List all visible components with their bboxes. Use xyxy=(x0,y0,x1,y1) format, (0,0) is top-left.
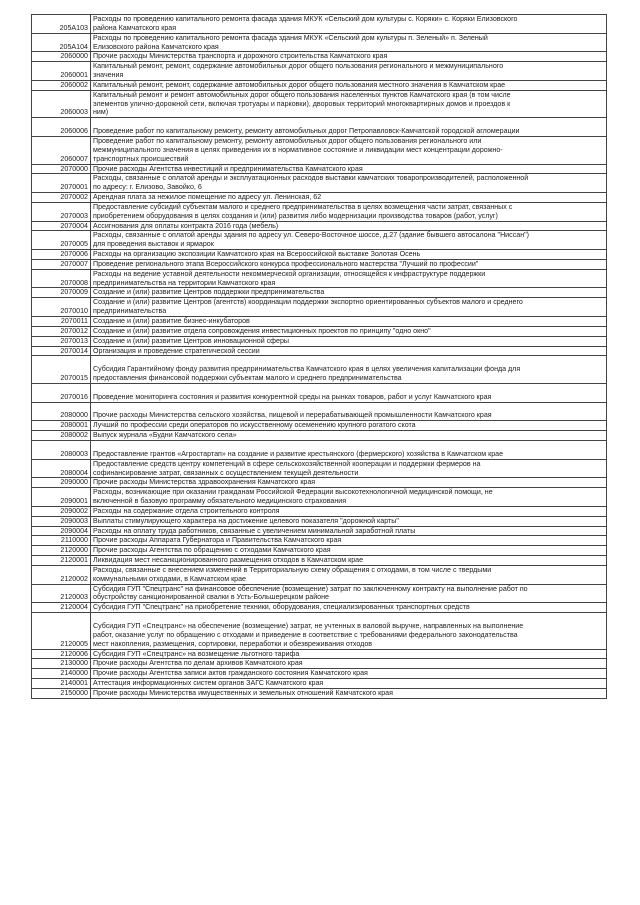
table-row xyxy=(32,346,606,356)
expense-description-cell xyxy=(91,222,606,231)
budget-code-cell: 2120004 xyxy=(32,603,91,612)
table-row xyxy=(32,678,606,688)
description-line: Прочие расходы Агентства инвестиций и предпринимательства Камчатского края xyxy=(93,164,363,173)
expense-description-cell xyxy=(91,260,606,269)
budget-code-cell: 2060006 xyxy=(32,118,91,136)
description-line: Прочие расходы Агентства записи актов гражданского состояния Камчатского края xyxy=(93,669,368,678)
description-line: значения xyxy=(93,71,124,80)
expense-description-cell xyxy=(91,650,606,659)
budget-code-cell: 2070008 xyxy=(32,270,91,288)
budget-code-cell: 2070001 xyxy=(32,174,91,192)
budget-code-cell: 2140001 xyxy=(32,679,91,688)
description-line: Расходы на ведение уставной деятельности некоммерческой организации, относящейся к инфраструктуре поддержки xyxy=(93,269,486,278)
budget-code-cell: 2070006 xyxy=(32,250,91,259)
budget-code-cell: 2060003 xyxy=(32,91,91,118)
description-line: для проведения выставок и ярмарок xyxy=(93,240,214,249)
description-line: Создание и (или) развитие бизнес-инкубаторов xyxy=(93,317,250,325)
table-row xyxy=(32,420,606,430)
expense-description-cell xyxy=(91,288,606,297)
description-line: предпринимательства на территории Камчатского края xyxy=(93,278,276,287)
description-line: Субсидия ГУП "Спецтранс" на финансовое обеспечение (возмещение) затрат по заключенному контракту на выполнение работ по xyxy=(93,584,528,593)
budget-code-cell: 2060001 xyxy=(32,62,91,80)
description-line xyxy=(93,403,606,412)
description-line: мест накопления, размещения, сортировки, переработки и обезвреживания отходов xyxy=(93,639,373,648)
expense-description-cell xyxy=(91,174,606,192)
description-line: Расходы по проведению капитального ремонта фасада здания МКУК «Сельский дом культуры с. Коряки» с. Коряки Елизовского xyxy=(93,15,518,23)
description-line: Арендная плата за нежилое помещение по адресу ул. Ленинская, 62 xyxy=(93,193,322,202)
budget-code-cell: 2070003 xyxy=(32,203,91,221)
expense-description-cell xyxy=(91,527,606,536)
table-row xyxy=(32,602,606,612)
budget-code-cell: 2080004 xyxy=(32,460,91,478)
table-row xyxy=(32,336,606,346)
description-line: Предоставление средств центру компетенций в сфере сельскохозяйственной кооперации и поддержки фермеров на xyxy=(93,459,481,468)
expense-description-cell xyxy=(91,659,606,668)
expense-description-cell xyxy=(91,478,606,487)
table-row xyxy=(32,80,606,90)
budget-code-cell: 2120006 xyxy=(32,650,91,659)
budget-code-cell: 2130000 xyxy=(32,659,91,668)
description-line: Прочие расходы Аппарата Губернатора и Правительства Камчатского края xyxy=(93,536,342,545)
description-line: Ликвидация мест несанкционированного размещения отходов в Камчатском крае xyxy=(93,556,364,565)
description-line: Выпуск журнала «Будни Камчатского села» xyxy=(93,431,237,440)
description-line: Расходы, связанные с внесением изменений в Территориальную схему обращения с отходами, в том числе с твердыми xyxy=(93,565,492,574)
expense-description-cell xyxy=(91,137,606,164)
table-row xyxy=(32,487,606,506)
expense-description-cell xyxy=(91,347,606,356)
budget-code-cell: 2090002 xyxy=(32,507,91,516)
description-line: Субсидия Гарантийному фонду развития предпринимательства Камчатского края в целях увеличения капитализации фонда для xyxy=(93,365,521,374)
budget-code-cell: 2080000 xyxy=(32,403,91,421)
expense-description-cell xyxy=(91,384,606,402)
expense-description-cell xyxy=(91,81,606,90)
expense-description-cell xyxy=(91,536,606,545)
description-line: Расходы по проведению капитального ремонта фасада здания МКУК «Сельский дом культуры п. Зеленый» п. Зеленый xyxy=(93,33,488,42)
description-line: Расходы на содержание отдела строительного контроля xyxy=(93,506,280,515)
table-row xyxy=(32,383,606,402)
description-line: Проведение работ по капитальному ремонту, ремонту автомобильных дорог общего пользования регионального или xyxy=(93,136,482,145)
description-line: Прочие расходы Министерства здравоохранения Камчатского края xyxy=(93,478,316,487)
description-line: района Камчатского края xyxy=(93,23,177,32)
budget-code-cell: 2070009 xyxy=(32,288,91,297)
expense-description-cell xyxy=(91,403,606,421)
table-row xyxy=(32,555,606,565)
table-row xyxy=(32,90,606,118)
expense-description-cell xyxy=(91,431,606,440)
description-line: предпринимательства xyxy=(93,307,167,316)
table-row xyxy=(32,297,606,316)
description-line xyxy=(93,441,606,450)
expense-description-cell xyxy=(91,34,606,52)
expense-description-cell xyxy=(91,165,606,174)
table-row xyxy=(32,612,606,648)
description-line xyxy=(93,356,606,365)
description-line: включенной в базовую программу обязательного медицинского страхования xyxy=(93,497,347,506)
expense-description-cell xyxy=(91,689,606,698)
description-line: Организация и проведение стратегической сессии xyxy=(93,346,260,355)
expense-description-cell xyxy=(91,203,606,221)
expense-description-cell xyxy=(91,546,606,555)
table-row xyxy=(32,584,606,603)
description-line: Проведение регионального этапа Всероссийского конкурса профессионального мастерства "Лучший по профессии" xyxy=(93,259,479,268)
description-line: Капитальный ремонт и ремонт автомобильных дорог общего пользования населенных пунктов Камчатского края (в том числе xyxy=(93,90,511,99)
description-line xyxy=(93,613,606,622)
expense-description-cell xyxy=(91,317,606,326)
budget-code-cell: 2070012 xyxy=(32,327,91,336)
budget-code-cell: 2070016 xyxy=(32,384,91,402)
expense-description-cell xyxy=(91,356,606,383)
budget-code-cell: 2070005 xyxy=(32,231,91,249)
table-row xyxy=(32,355,606,383)
table-row xyxy=(32,649,606,659)
expense-description-cell xyxy=(91,91,606,118)
expense-description-cell xyxy=(91,270,606,288)
table-row xyxy=(32,516,606,526)
description-line: Расходы на организацию экспозиции Камчатского края на Всероссийской выставке Золотая Осень xyxy=(93,250,421,259)
table-row xyxy=(32,545,606,555)
description-line: Расходы, связанные с оплатой аренды здания по адресу ул. Северо-Восточное шоссе, д.27 (здание бывшего автосалона "Ниссан") xyxy=(93,231,529,240)
description-line: ним) xyxy=(93,108,109,117)
description-line: элементов улично-дорожной сети, включая тротуары и парковки), дворовых территорий многоквартирных домов и проездов к xyxy=(93,99,511,108)
expense-description-cell xyxy=(91,679,606,688)
description-line: Прочие расходы Министерства сельского хозяйства, пищевой и перерабатывающей промышленности Камчатского края xyxy=(93,411,492,420)
description-line: Елизовского района Камчатского края xyxy=(93,42,219,51)
budget-code-cell: 2120005 xyxy=(32,613,91,648)
expense-description-cell xyxy=(91,421,606,430)
description-line: Проведение работ по капитальному ремонту, ремонту автомобильных дорог Петропавловск-Камчатской городской агломерации xyxy=(93,127,520,136)
expense-description-cell xyxy=(91,517,606,526)
budget-code-cell: 2070011 xyxy=(32,317,91,326)
expense-description-cell xyxy=(91,669,606,678)
budget-code-cell: 2070002 xyxy=(32,193,91,202)
expense-description-cell xyxy=(91,441,606,459)
table-row xyxy=(32,259,606,269)
description-line: приобретением оборудования в целях создания и (или) развития либо модернизации производства товаров (работ, услуг) xyxy=(93,211,498,220)
budget-code-cell: 2070014 xyxy=(32,347,91,356)
budget-code-cell: 2070000 xyxy=(32,165,91,174)
budget-code-cell: 2070013 xyxy=(32,337,91,346)
description-line: Выплаты стимулирующего характера на достижение целевого показателя "дорожной карты" xyxy=(93,516,399,525)
description-line: Прочие расходы Агентства по делам архивов Камчатского края xyxy=(93,659,303,668)
description-line: Расходы, возникающие при оказании гражданам Российской Федерации высокотехнологичной медицинской помощи, не xyxy=(93,488,493,497)
budget-code-cell: 2070010 xyxy=(32,298,91,316)
description-line: Субсидия ГУП "Спецтранс" на приобретение техники, оборудования, специализированных транспортных средств xyxy=(93,603,470,612)
table-row xyxy=(32,477,606,487)
description-line: Расходы на оплату труда работников, связанные с увеличением минимальной заработной платы xyxy=(93,526,416,535)
table-row xyxy=(32,526,606,536)
expense-description-cell xyxy=(91,585,606,603)
description-line: Создание и (или) развитие Центров инновационной сферы xyxy=(93,336,290,345)
description-line: Субсидия ГУП «Спецтранс» на обеспечение (возмещение) затрат, не учтенных в валовой выручке, направленных на выполнение xyxy=(93,622,524,630)
budget-code-cell: 2090000 xyxy=(32,478,91,487)
description-line xyxy=(93,384,606,393)
expense-description-cell xyxy=(91,507,606,516)
expense-description-cell xyxy=(91,193,606,202)
description-line: Лучший по профессии среди операторов по искусственному осеменению крупного рогатого скота xyxy=(93,421,416,430)
description-line: Создание и (или) развитие Центров поддержки предпринимательства xyxy=(93,288,325,297)
description-line: Расходы, связанные с оплатой аренды и эксплуатационных расходов выставки камчатских товаропроизводителей, расположенной xyxy=(93,174,529,183)
description-line: Прочие расходы Министерства имущественных и земельных отношений Камчатского края xyxy=(93,688,393,697)
table-row xyxy=(32,506,606,516)
description-line: работ, оказание услуг по обращению с отходами и приведение в соответствие с требованиями федерального законодательства xyxy=(93,630,518,639)
expense-description-cell xyxy=(91,15,606,33)
table-row xyxy=(32,668,606,678)
budget-code-cell: 2090001 xyxy=(32,488,91,506)
table-row xyxy=(32,192,606,202)
description-line xyxy=(93,118,606,127)
table-row xyxy=(32,173,606,192)
budget-code-cell: 2080002 xyxy=(32,431,91,440)
budget-code-cell: 2070015 xyxy=(32,356,91,383)
expense-description-cell xyxy=(91,566,606,584)
expense-description-cell xyxy=(91,298,606,316)
description-line: Предоставление субсидий субъектам малого и среднего предпринимательства в целях возмещения части затрат, связанных с xyxy=(93,202,513,211)
description-line: Субсидия ГУП «Спецтранс» на возмещение льготного тарифа xyxy=(93,649,300,658)
table-row xyxy=(32,164,606,174)
table-row xyxy=(32,287,606,297)
expense-description-cell xyxy=(91,337,606,346)
budget-code-cell: 2090004 xyxy=(32,527,91,536)
budget-code-cell: 2060002 xyxy=(32,81,91,90)
description-line: Прочие расходы Агентства по обращению с отходами Камчатского края xyxy=(93,546,331,555)
table-row xyxy=(32,33,606,52)
table-row xyxy=(32,688,606,699)
expense-description-cell xyxy=(91,556,606,565)
table-row xyxy=(32,136,606,164)
expense-description-cell xyxy=(91,118,606,136)
budget-code-cell: 2120000 xyxy=(32,546,91,555)
budget-code-cell: 2120002 xyxy=(32,566,91,584)
description-line: предоставления финансовой поддержки субъектам малого и среднего предпринимательства xyxy=(93,374,402,383)
description-line: Прочие расходы Министерства транспорта и дорожного строительства Камчатского края xyxy=(93,52,388,61)
table-row xyxy=(32,316,606,326)
description-line: Создание и (или) развитие отдела сопровождения инвестиционных проектов по принципу "одно окно" xyxy=(93,326,431,335)
description-line: Аттестация информационных систем органов ЗАГС Камчатского края xyxy=(93,679,324,688)
budget-code-cell: 2120003 xyxy=(32,585,91,603)
budget-code-cell: 2070004 xyxy=(32,222,91,231)
budget-code-cell: 2140000 xyxy=(32,669,91,678)
budget-code-cell: 2090003 xyxy=(32,517,91,526)
description-line: Ассигнования для оплаты контракта 2016 года (мебель) xyxy=(93,221,279,230)
expense-description-cell xyxy=(91,62,606,80)
table-row xyxy=(32,326,606,336)
table-row xyxy=(32,430,606,440)
expense-description-cell xyxy=(91,488,606,506)
expense-description-cell xyxy=(91,250,606,259)
table-row xyxy=(32,658,606,668)
budget-code-cell: 2070007 xyxy=(32,260,91,269)
budget-code-cell: 2150000 xyxy=(32,689,91,698)
table-row xyxy=(32,14,606,33)
table-row xyxy=(32,402,606,421)
expense-description-cell xyxy=(91,613,606,648)
table-row xyxy=(32,230,606,249)
description-line: по адресу: г. Елизово, Завойко, 6 xyxy=(93,183,202,192)
description-line: Капитальный ремонт, ремонт, содержание автомобильных дорог общего пользования местного значения в Камчатском крае xyxy=(93,80,506,89)
description-line: коммунальными отходами, в Камчатском крае xyxy=(93,574,247,583)
budget-code-cell: 2060000 xyxy=(32,52,91,61)
table-row xyxy=(32,459,606,478)
budget-code-cell: 205А104 xyxy=(32,34,91,52)
budget-code-cell: 2110000 xyxy=(32,536,91,545)
table-row xyxy=(32,221,606,231)
budget-code-cell: 2080003 xyxy=(32,441,91,459)
expense-description-cell xyxy=(91,52,606,61)
expense-description-cell xyxy=(91,231,606,249)
description-line: Предоставление грантов «Агростартап» на создание и развитие крестьянского (фермерского) хозяйства в Камчатском крае xyxy=(93,449,504,458)
table-row xyxy=(32,565,606,584)
description-line: Капитальный ремонт, ремонт, содержание автомобильных дорог общего пользования регионального и межмуниципального xyxy=(93,62,504,71)
description-line: софинансирование затрат, связанных с осуществлением текущей деятельности xyxy=(93,468,359,477)
description-line: транспортных происшествий xyxy=(93,154,189,163)
budget-code-cell: 2120001 xyxy=(32,556,91,565)
budget-code-cell: 2080001 xyxy=(32,421,91,430)
description-line: межмуниципального значения в целях приведения их в нормативное состояние и ликвидации мест концентрации дорожно- xyxy=(93,145,503,154)
table-row xyxy=(32,61,606,80)
table-row xyxy=(32,202,606,221)
table-row xyxy=(32,440,606,459)
expense-description-cell xyxy=(91,460,606,478)
description-line: Создание и (или) развитие Центров (агентств) координации поддержки экспортно ориентированных субъектов малого и среднего xyxy=(93,298,523,307)
table-row xyxy=(32,249,606,259)
budget-code-table xyxy=(31,14,607,699)
expense-description-cell xyxy=(91,603,606,612)
table-row xyxy=(32,51,606,61)
description-line: Проведение мониторинга состояния и развития конкурентной среды на рынках товаров, работ и услуг Камчатского края xyxy=(93,392,492,401)
table-row xyxy=(32,269,606,288)
table-row xyxy=(32,535,606,545)
budget-code-cell: 205А103 xyxy=(32,15,91,33)
table-row xyxy=(32,117,606,136)
expense-description-cell xyxy=(91,327,606,336)
description-line: обустройству санкционированной свалки в Усть-Большерецком районе xyxy=(93,593,329,602)
budget-code-cell: 2060007 xyxy=(32,137,91,164)
